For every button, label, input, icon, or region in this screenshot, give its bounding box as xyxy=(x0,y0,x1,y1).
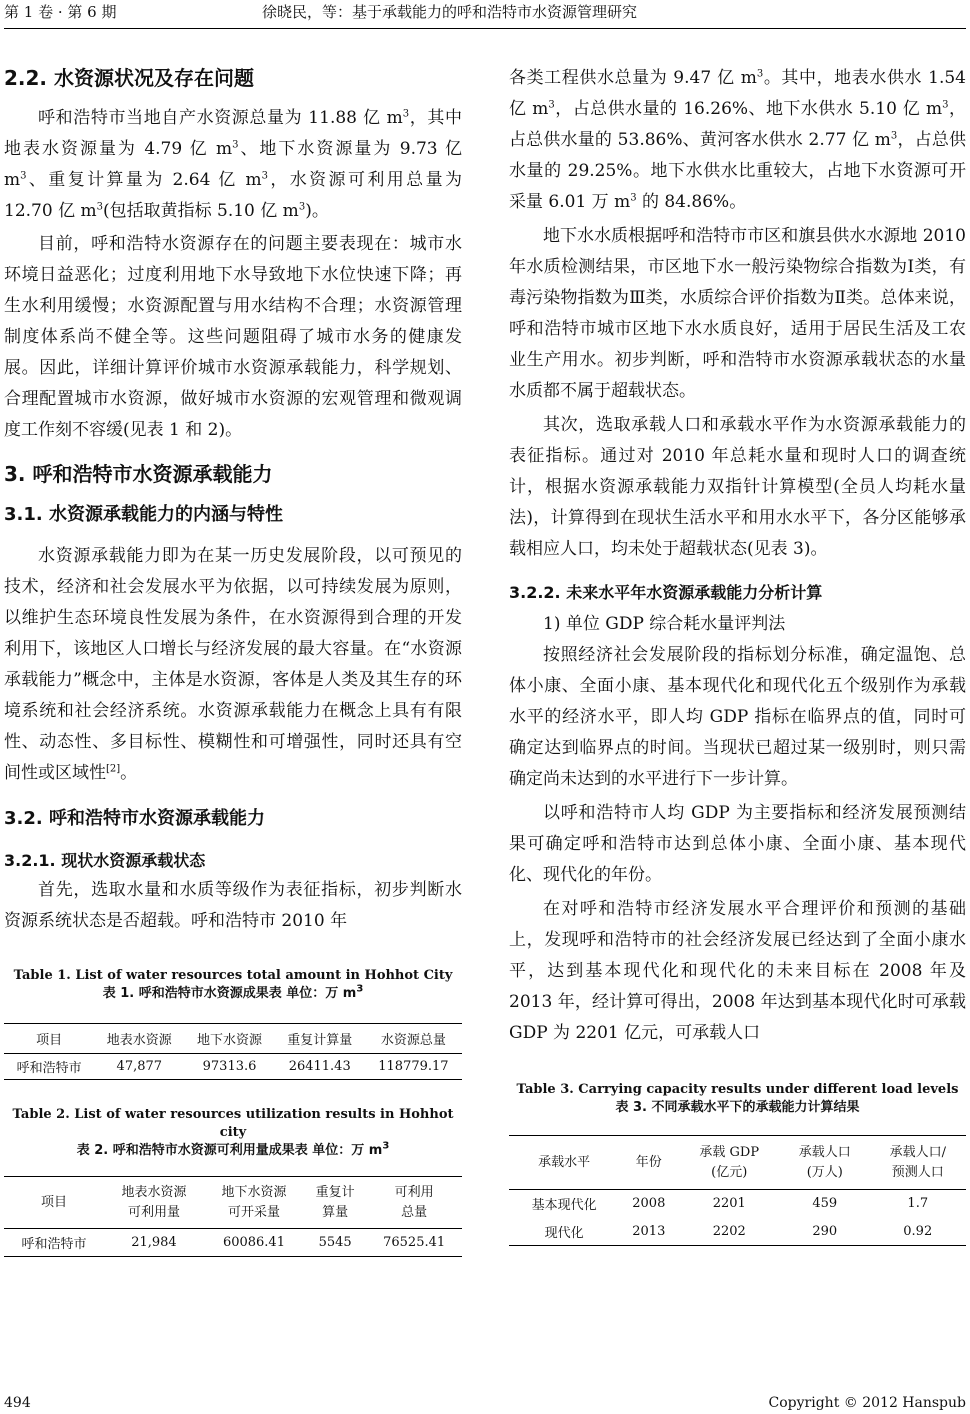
paragraph: 水资源承载能力即为在某一历史发展阶段，以可预见的技术，经济和社会发展水平为依据，以可持续发展为原则，以维护生态环境良性发展为条件，在水资源得到合理的开发利用下，该地区人口增长与经济发展的最大容量。在“水资源承载能力”概念中，主体是水资源，客体是人类及其生存的环境系统和社会经济系统。水资源承载能力在概念上具有有限性、动态性、多目标性、模糊性和可增强性，同时还具有空间性或区域性[2]。 xyxy=(4,546,462,783)
table-header: 承载人口/ 预测人口 xyxy=(889,1144,946,1180)
table-1 xyxy=(4,1023,462,1080)
table-header: 承载 GDP (亿元) xyxy=(699,1144,760,1180)
table-1-caption: Table 1. List of water resources total amount in Hohhot City 表 1. 呼和浩特市水资源成果表 单位：万 $m^3$ xyxy=(13,968,453,1001)
right-column xyxy=(509,50,966,1246)
table-header: 承载水平 xyxy=(538,1154,591,1170)
copyright: Copyright © 2012 Hanspub xyxy=(768,1395,966,1411)
table-row: 现代化 2013 2202 290 0.92 xyxy=(509,1218,966,1246)
table-header: 项目 xyxy=(40,1194,67,1210)
table-header: 地下水资源 可开采量 xyxy=(221,1184,287,1220)
section-3-2-2-heading: 3.2.2. 未来水平年水资源承载能力分析计算 xyxy=(509,583,823,602)
table-header: 地表水资源 xyxy=(106,1033,172,1048)
table-header: 水资源总量 xyxy=(380,1033,446,1048)
page-header xyxy=(4,0,966,29)
paragraph: 首先，选取水量和水质等级作为表征指标，初步判断水资源系统状态是否超载。呼和浩特市 2010 年 xyxy=(4,880,462,931)
table-row: 呼和浩特市 47,877 97313.6 26411.43 118779.17 xyxy=(4,1054,462,1080)
table-2-caption: Table 2. List of water resources utilization results in Hohhot city 表 2. 呼和浩特市水资源可利用量成果表 单位：万 $m^3$ xyxy=(12,1107,454,1158)
paragraph: 各类工程供水总量为 9.47 亿 $m^3$。其中，地表水供水 1.54 亿 $m^3$，占总供水量的 16.26%、地下水供水 5.10 亿 $m^3$，占总供水量的 53.86%、黄河客水供水 2.77 亿 $m^3$，占总供水量的 29.25%。地下水供水比重较大，占地下水资源可开采量 6.01 万 $m^3$ 的 84.86%。 xyxy=(509,68,966,212)
paragraph: 按照经济社会发展阶段的指标划分标准，确定温饱、总体小康、全面小康、基本现代化和现代化五个级别作为承载水平的经济水平，即人均 GDP 指标在临界点的值，同时可确定达到临界点的时间。当现状已超过某一级别时，则只需确定尚未达到的水平进行下一步计算。 xyxy=(509,645,966,789)
table-header: 可利用 总量 xyxy=(394,1184,434,1220)
table-row: 基本现代化 2008 2201 459 1.7 xyxy=(531,1196,929,1214)
list-item: 1) 单位 GDP 综合耗水量评判法 xyxy=(543,614,786,634)
table-header: 承载人口 (万人) xyxy=(798,1144,851,1180)
section-3-heading: 3. 呼和浩特市水资源承载能力 xyxy=(4,462,273,486)
table-header: 地表水资源 可利用量 xyxy=(121,1184,187,1220)
page-number: 494 xyxy=(4,1395,31,1411)
paragraph: 地下水水质根据呼和浩特市市区和旗县供水水源地 2010 年水质检测结果，市区地下水一般污染物综合指数为Ⅰ类，有毒污染物指数为Ⅲ类，水质综合评价指数为Ⅱ类。总体来说，呼和浩特市城市区地下水水质良好，适用于居民生活及工农业生产用水。初步判断，呼和浩特市水资源承载状态的水量水质都不属于超载状态。 xyxy=(509,226,966,401)
journal-issue: 第 1 卷 · 第 6 期 xyxy=(4,3,117,21)
table-2 xyxy=(4,1176,462,1257)
table-header: 年份 xyxy=(635,1154,662,1170)
section-3-1-heading: 3.1. 水资源承载能力的内涵与特性 xyxy=(4,504,283,525)
running-title: 徐晓民，等：基于承载能力的呼和浩特市水资源管理研究 xyxy=(262,3,638,21)
table-header: 重复计算量 xyxy=(287,1033,353,1048)
section-3-2-1-heading: 3.2.1. 现状水资源承载状态 xyxy=(4,851,206,870)
paragraph: 在对呼和浩特市经济发展水平合理评价和预测的基础上，发现呼和浩特市的社会经济发展已经达到了全面小康水平，达到基本现代化和现代化的未来目标在 2008 年及 2013 年，经计算可得出，2008 年达到基本现代化时可承载 GDP 为 2201 亿元，可承载人口 xyxy=(509,899,966,1043)
left-column xyxy=(4,50,462,1257)
paragraph: 呼和浩特市当地自产水资源总量为 11.88 亿 $m^3$，其中地表水资源量为 4.79 亿 $m^3$、地下水资源量为 9.73 亿 $m^3$、重复计算量为 2.64 亿 $m^3$，水资源可利用总量为 12.70 亿 $m^3$(包括取黄指标 5.10 亿 $m^3$)。 xyxy=(4,108,462,221)
paragraph: 其次，选取承载人口和承载水平作为水资源承载能力的表征指标。通过对 2010 年总耗水量和现时人口的调查统计，根据水资源承载能力双指针计算模型(全员人均耗水量法)，计算得到在现状生活水平和用水水平下，各分区能够承载相应人口，均未处于超载状态(见表 3)。 xyxy=(509,415,966,559)
table-header: 重复计 算量 xyxy=(315,1184,355,1220)
table-row: 呼和浩特市 21,984 60086.41 5545 76525.41 xyxy=(4,1229,462,1257)
section-2-2-heading: 2.2. 水资源状况及存在问题 xyxy=(4,66,254,90)
paragraph: 目前，呼和浩特水资源存在的问题主要表现在：城市水环境日益恶化；过度利用地下水导致地下水位快速下降；再生水利用缓慢；水资源配置与用水结构不合理；水资源管理制度体系尚不健全等。这些问题阻碍了城市水务的健康发展。因此，详细计算评价城市水资源承载能力，科学规划、合理配置城市水资源，做好城市水资源的宏观管理和微观调度工作刻不容缓(见表 1 和 2)。 xyxy=(4,234,462,440)
table-3 xyxy=(509,1135,966,1246)
section-3-2-heading: 3.2. 呼和浩特市水资源承载能力 xyxy=(4,808,265,829)
paragraph: 以呼和浩特市人均 GDP 为主要指标和经济发展预测结果可确定呼和浩特市达到总体小康、全面小康、基本现代化、现代化的年份。 xyxy=(509,803,966,885)
table-header: 项目 xyxy=(36,1033,63,1048)
table-3-caption: Table 3. Carrying capacity results under different load levels 表 3. 不同承载水平下的承载能力计算结果 xyxy=(516,1082,959,1115)
table-header: 地下水资源 xyxy=(197,1033,263,1048)
